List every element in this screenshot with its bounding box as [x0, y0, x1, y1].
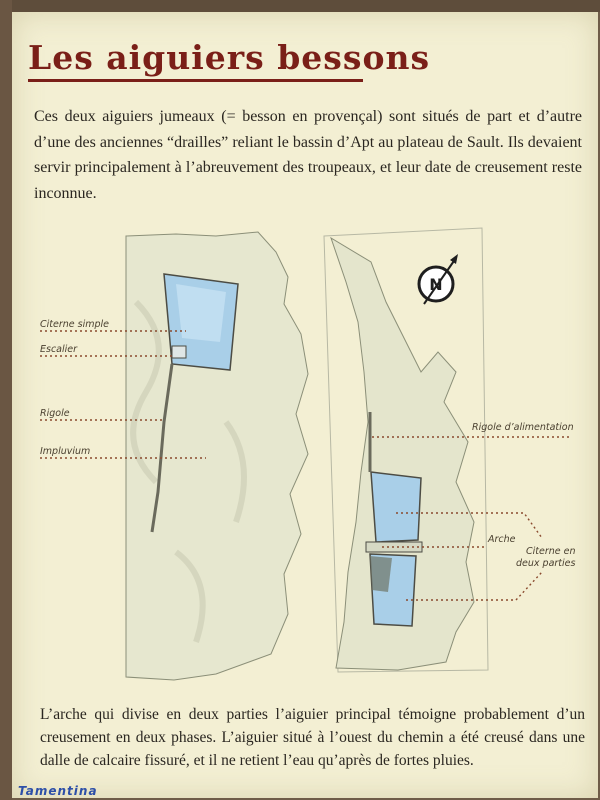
left-stair [172, 346, 186, 358]
left-cistern-shade [176, 284, 226, 342]
label-citerne-line2: deux parties [516, 558, 576, 569]
watermark-signature: Tamentina [18, 784, 98, 798]
frame-left [0, 0, 12, 800]
site-map [26, 222, 592, 687]
label-citerne-simple: Citerne simple [40, 319, 109, 330]
label-arche: Arche [488, 534, 516, 545]
label-impluvium: Impluvium [40, 446, 91, 457]
label-citerne-line1: Citerne en [526, 546, 576, 557]
right-cistern-upper [371, 472, 421, 542]
label-rigole-alimentation: Rigole d’alimentation [472, 422, 574, 433]
label-rigole: Rigole [40, 408, 70, 419]
label-escalier: Escalier [40, 344, 78, 355]
frame-top [0, 0, 600, 12]
outro-paragraph: L’arche qui divise en deux parties l’aiguier principal témoigne probablement d’un creusement en deux phases. L’aiguier situé à l’ouest du chemin a été creusé dans une dalle de calcaire fissuré, et il ne retient l’eau qu’après de fortes pluies. [40, 706, 585, 769]
page-title: Les aiguiers bessons [28, 38, 431, 77]
site-map-drawing [26, 222, 592, 687]
compass-icon [419, 254, 458, 304]
compass-letter: N [429, 275, 443, 294]
title-underline [28, 79, 363, 82]
intro-paragraph: Ces deux aiguiers jumeaux (= besson en provençal) sont situés de part et d’autre d’une des anciennes “drailles” reliant le bassin d’Apt au plateau de Sault. Ils devaient servir principalement à l’abreuvement des troupeaux, et leur date de creusement reste inconnue. [34, 108, 582, 202]
